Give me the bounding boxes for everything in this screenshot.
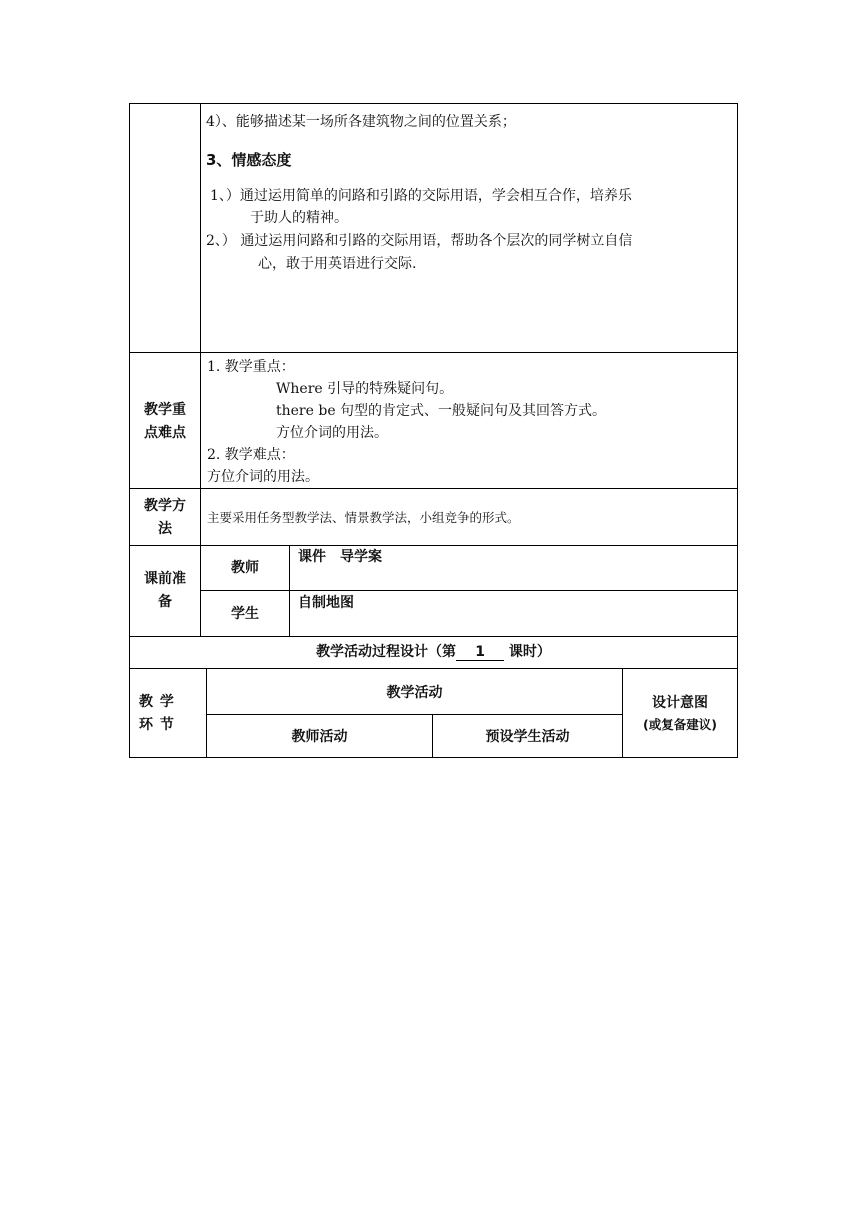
stage-label-line-1: 教 学	[139, 694, 175, 710]
process-title-prefix: 教学活动过程设计（第	[316, 644, 457, 660]
lesson-number: 1	[456, 645, 504, 661]
attitude-item-1-line-1: 1、）通过运用简单的问路和引路的交际用语，学会相互合作，培养乐	[210, 188, 632, 204]
key-point-2: there be 句型的肯定式、一般疑问句及其回答方式。	[276, 403, 607, 419]
attitude-item-2-line-1: 2、） 通过运用问路和引路的交际用语，帮助各个层次的同学树立自信	[206, 233, 633, 249]
key-points-label-line-1: 教学重	[144, 402, 186, 418]
intent-header: 设计意图	[652, 695, 708, 711]
objective-line-4: 4）、能够描述某一场所各建筑物之间的位置关系；	[206, 114, 516, 130]
difficult-points-heading: 2. 教学难点：	[207, 447, 295, 463]
activities-header: 教学活动	[386, 685, 443, 701]
prep-label-line-2: 备	[158, 594, 172, 610]
key-point-3: 方位介词的用法。	[276, 425, 388, 441]
prep-label-line-1: 课前准	[144, 571, 186, 587]
prep-student-value: 自制地图	[298, 595, 354, 611]
attitude-item-1-line-2: 于助人的精神。	[250, 210, 348, 226]
stage-label-line-2: 环 节	[139, 717, 175, 733]
key-points-label-line-2: 点难点	[144, 425, 186, 441]
attitude-item-2-line-2: 心，敢于用英语进行交际.	[258, 256, 417, 272]
prep-student-label: 学生	[231, 606, 259, 622]
teacher-activity-header: 教师活动	[291, 729, 348, 745]
prep-teacher-value: 课件 导学案	[298, 549, 382, 565]
student-activity-header: 预设学生活动	[485, 729, 570, 745]
process-title	[130, 643, 737, 661]
section-title-attitude: 3、情感态度	[206, 151, 292, 169]
methods-label-line-2: 法	[158, 521, 172, 537]
methods-text: 主要采用任务型教学法、情景教学法，小组竞争的形式。	[207, 510, 520, 525]
key-points-heading: 1. 教学重点：	[207, 359, 295, 375]
prep-teacher-label: 教师	[231, 560, 259, 576]
methods-label-line-1: 教学方	[144, 498, 186, 514]
process-title-suffix: 课时）	[504, 644, 551, 660]
key-point-1: Where 引导的特殊疑问句。	[276, 381, 454, 397]
difficult-point-1: 方位介词的用法。	[207, 469, 319, 485]
intent-subheader: (或复备建议)	[643, 717, 717, 732]
